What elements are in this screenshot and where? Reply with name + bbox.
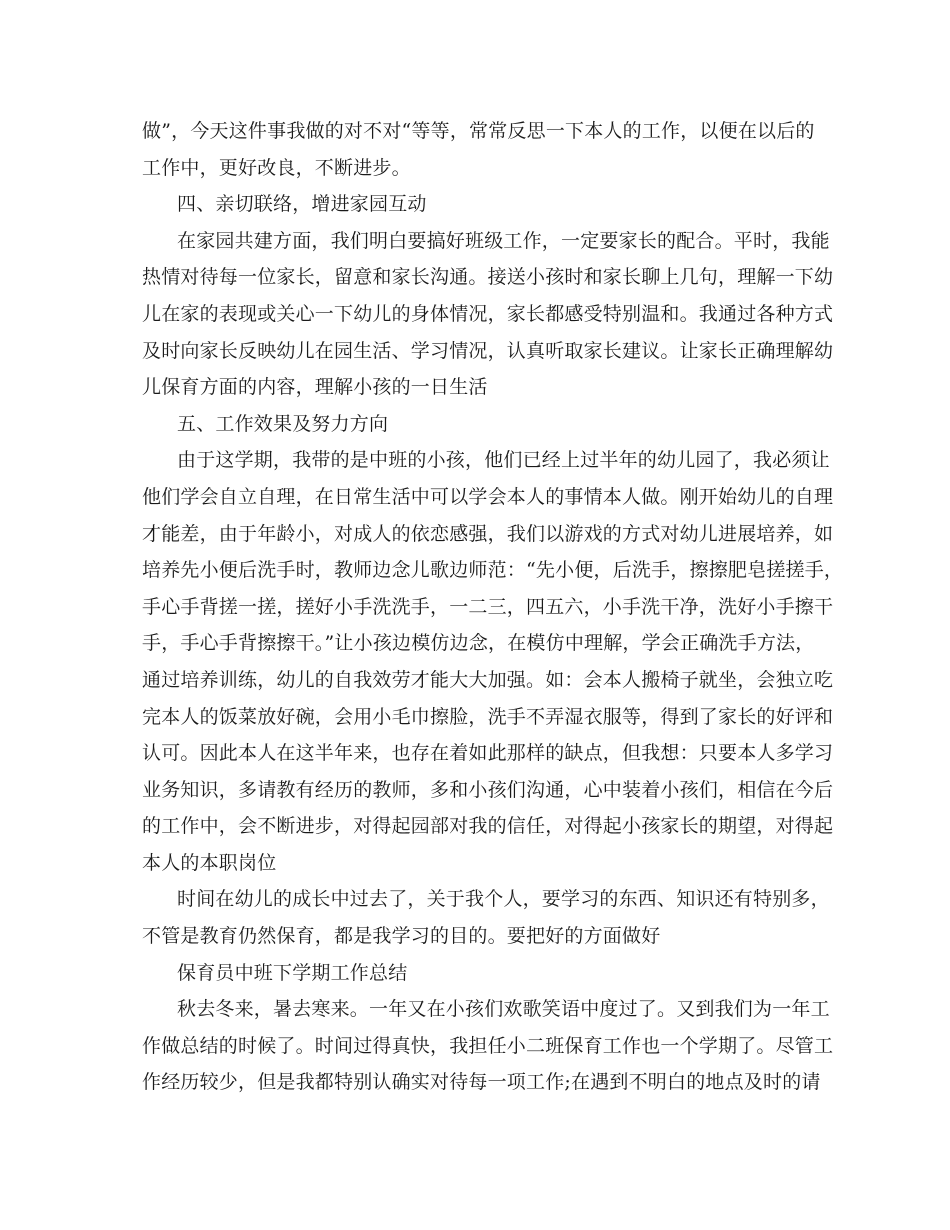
text-line: 通过培养训练，幼儿的自我效劳才能大大加强。如：会本人搬椅子就坐，会独立吃 [142,668,834,691]
text-line: 的工作中，会不断进步，对得起园部对我的信任，对得起小孩家长的期望，对得起 [142,815,834,838]
paragraph-start: 在家园共建方面，我们明白要搞好班级工作，一定要家长的配合。平时，我能 [177,229,830,252]
section-heading: 四、亲切联络，增进家园互动 [177,193,427,216]
text-line: 不管是教育仍然保育，都是我学习的目的。要把好的方面做好 [142,925,661,948]
text-line: 完本人的饭菜放好碗，会用小毛巾擦脸，洗手不弄湿衣服等，得到了家长的好评和 [142,705,834,728]
text-line: 手，手心手背擦擦干。”让小孩边模仿边念，在模仿中理解，学会正确洗手方法， [142,632,815,655]
text-line: 手心手背搓一搓，搓好小手洗洗手，一二三，四五六，小手洗干净，洗好小手擦干 [142,595,834,618]
text-line: 本人的本职岗位 [142,851,277,874]
text-line: 才能差，由于年龄小，对成人的依恋感强，我们以游戏的方式对幼儿进展培养，如 [142,522,834,545]
text-line: 他们学会自立自理，在日常生活中可以学会本人的事情本人做。刚开始幼儿的自理 [142,485,834,508]
section-heading: 五、工作效果及努力方向 [177,412,389,435]
text-line: 作做总结的时候了。时间过得真快，我担任小二班保育工作也一个学期了。尽管工 [142,1034,834,1057]
document-title: 保育员中班下学期工作总结 [177,961,408,984]
document-body [142,113,844,1101]
text-line: 热情对待每一位家长，留意和家长沟通。接送小孩时和家长聊上几句，理解一下幼 [142,266,834,289]
text-line: 工作中，更好改良，不断进步。 [142,156,411,179]
text-line: 认可。因此本人在这半年来，也存在着如此那样的缺点，但我想：只要本人多学习 [142,742,834,765]
text-line: 儿保育方面的内容，理解小孩的一日生活 [142,376,488,399]
paragraph-start: 秋去冬来，暑去寒来。一年又在小孩们欢歌笑语中度过了。又到我们为一年工 [177,998,830,1021]
text-line: 作经历较少，但是我都特别认确实对待每一项工作;在遇到不明白的地点及时的请 [142,1071,821,1094]
paragraph-start: 由于这学期，我带的是中班的小孩，他们已经上过半年的幼儿园了，我必须让 [177,449,830,472]
text-line: 做”，今天这件事我做的对不对“等等，常常反思一下本人的工作，以便在以后的 [142,120,815,142]
text-line: 儿在家的表现或关心一下幼儿的身体情况，家长都感受特别温和。我通过各种方式 [142,302,834,325]
text-line: 及时向家长反映幼儿在园生活、学习情况，认真听取家长建议。让家长正确理解幼 [142,339,834,362]
text-line: 培养先小便后洗手时，教师边念儿歌边师范：“先小便，后洗手，擦擦肥皂搓搓手， [142,559,844,582]
paragraph-start: 时间在幼儿的成长中过去了，关于我个人，要学习的东西、知识还有特别多， [177,888,830,911]
text-line: 业务知识，多请教有经历的教师，多和小孩们沟通，心中装着小孩们，相信在今后 [142,778,834,801]
